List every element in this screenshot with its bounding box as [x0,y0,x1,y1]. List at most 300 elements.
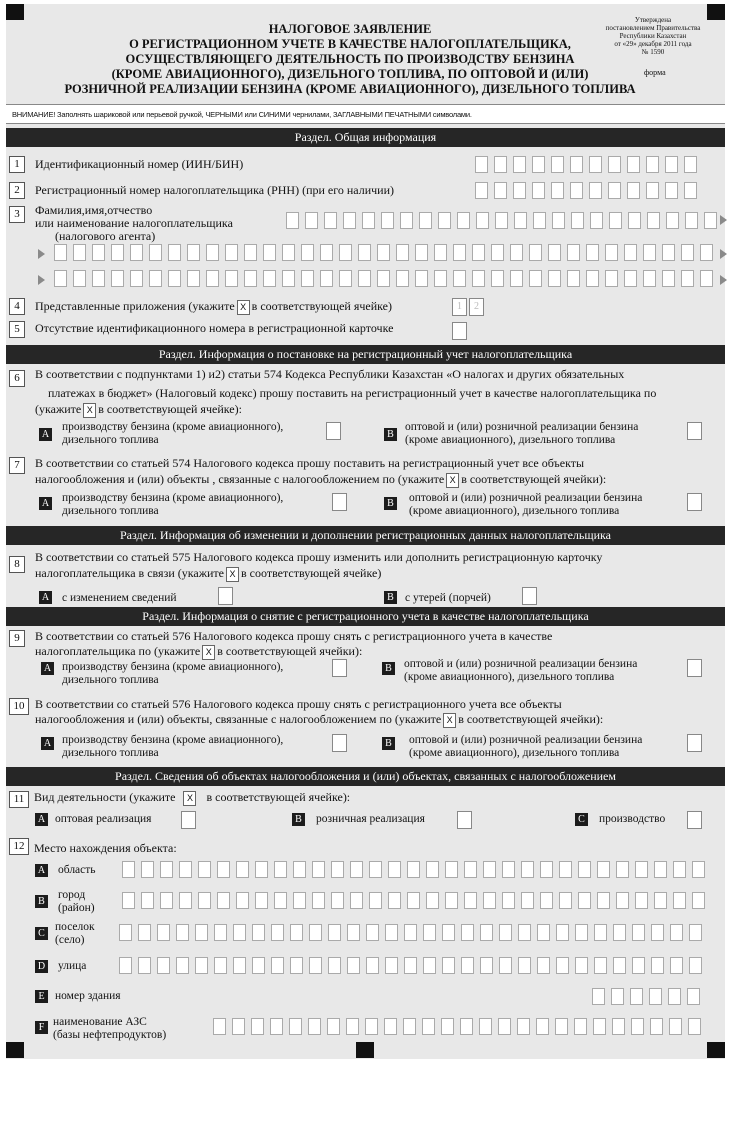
item7-production-checkbox[interactable] [332,493,347,511]
option-production-activity: производство [599,813,666,825]
character-cell[interactable] [111,270,124,287]
character-cell[interactable] [574,1018,587,1035]
item8-text-part: в соответствующей ячейке) [241,566,382,580]
character-cell[interactable] [157,924,170,941]
character-cell[interactable] [232,1018,245,1035]
character-cell[interactable] [366,924,379,941]
character-cell[interactable] [271,924,284,941]
character-cell[interactable] [495,212,508,229]
character-cell[interactable] [138,957,151,974]
character-cell[interactable] [537,924,550,941]
character-cell[interactable] [73,244,86,261]
character-cell[interactable] [559,892,572,909]
character-cell[interactable] [630,988,643,1005]
character-cell[interactable] [255,892,268,909]
character-cell[interactable] [589,156,602,173]
character-cell[interactable] [404,957,417,974]
character-cell[interactable] [274,861,287,878]
wholesale-checkbox[interactable] [181,811,196,829]
character-cell[interactable] [491,270,504,287]
character-cell[interactable] [445,892,458,909]
character-cell[interactable] [426,861,439,878]
character-cell[interactable] [540,892,553,909]
character-cell[interactable] [217,861,230,878]
item6-sale-checkbox[interactable] [687,422,702,440]
character-cell[interactable] [649,988,662,1005]
character-cell[interactable] [609,212,622,229]
character-cell[interactable] [461,924,474,941]
character-cell[interactable] [548,270,561,287]
character-cell[interactable] [480,957,493,974]
character-cell[interactable] [681,270,694,287]
character-cell[interactable] [464,861,477,878]
character-cell[interactable] [689,924,702,941]
character-cell[interactable] [282,270,295,287]
character-cell[interactable] [453,270,466,287]
character-cell[interactable] [559,861,572,878]
character-cell[interactable] [141,861,154,878]
character-cell[interactable] [213,1018,226,1035]
character-cell[interactable] [499,924,512,941]
character-cell[interactable] [358,244,371,261]
character-cell[interactable] [662,244,675,261]
character-cell[interactable] [499,957,512,974]
character-cell[interactable] [684,156,697,173]
item9-sale-checkbox[interactable] [687,659,702,677]
character-cell[interactable] [685,212,698,229]
character-cell[interactable] [168,270,181,287]
character-cell[interactable] [423,924,436,941]
character-cell[interactable] [233,957,246,974]
character-cell[interactable] [612,1018,625,1035]
character-cell[interactable] [385,924,398,941]
character-cell[interactable] [670,957,683,974]
character-cell[interactable] [290,957,303,974]
character-cell[interactable] [700,244,713,261]
character-cell[interactable] [271,957,284,974]
character-cell[interactable] [494,182,507,199]
character-cell[interactable] [346,1018,359,1035]
character-cell[interactable] [445,861,458,878]
character-cell[interactable] [673,892,686,909]
character-cell[interactable] [149,270,162,287]
character-cell[interactable] [400,212,413,229]
character-cell[interactable] [92,244,105,261]
character-cell[interactable] [646,182,659,199]
character-cell[interactable] [627,182,640,199]
character-cell[interactable] [665,156,678,173]
character-cell[interactable] [502,892,515,909]
character-cell[interactable] [578,861,591,878]
character-cell[interactable] [54,270,67,287]
item8-loss-checkbox[interactable] [522,587,537,605]
character-cell[interactable] [415,244,428,261]
character-cell[interactable] [491,244,504,261]
character-cell[interactable] [647,212,660,229]
character-cell[interactable] [176,957,189,974]
character-cell[interactable] [206,244,219,261]
character-cell[interactable] [236,861,249,878]
character-cell[interactable] [320,244,333,261]
character-cell[interactable] [651,957,664,974]
character-cell[interactable] [441,1018,454,1035]
character-cell[interactable] [555,1018,568,1035]
character-cell[interactable] [426,892,439,909]
character-cell[interactable] [631,1018,644,1035]
character-cell[interactable] [327,1018,340,1035]
character-cell[interactable] [350,892,363,909]
character-cell[interactable] [365,1018,378,1035]
character-cell[interactable] [575,924,588,941]
character-cell[interactable] [138,924,151,941]
character-cell[interactable] [483,861,496,878]
character-cell[interactable] [320,270,333,287]
character-cell[interactable] [654,861,667,878]
item10-production-checkbox[interactable] [332,734,347,752]
character-cell[interactable] [475,156,488,173]
character-cell[interactable] [571,212,584,229]
character-cell[interactable] [195,957,208,974]
character-cell[interactable] [366,957,379,974]
character-cell[interactable] [464,892,477,909]
character-cell[interactable] [403,1018,416,1035]
character-cell[interactable] [646,156,659,173]
character-cell[interactable] [331,861,344,878]
character-cell[interactable] [608,156,621,173]
option-text: производству бензина (кроме авиационного), [62,661,284,673]
character-cell[interactable] [187,244,200,261]
character-cell[interactable] [521,861,534,878]
character-cell[interactable] [187,270,200,287]
character-cell[interactable] [532,156,545,173]
character-cell[interactable] [141,892,154,909]
character-cell[interactable] [532,182,545,199]
appendix-2-checkbox[interactable]: 2 [469,298,484,316]
character-cell[interactable] [461,957,474,974]
character-cell[interactable] [385,957,398,974]
character-cell[interactable] [608,182,621,199]
character-cell[interactable] [513,182,526,199]
village-label [55,921,95,947]
character-cell[interactable] [54,244,67,261]
character-cell[interactable] [518,957,531,974]
character-cell[interactable] [635,861,648,878]
character-cell[interactable] [293,861,306,878]
character-cell[interactable] [286,212,299,229]
character-cell[interactable] [597,892,610,909]
character-cell[interactable] [643,244,656,261]
character-cell[interactable] [494,156,507,173]
character-cell[interactable] [309,957,322,974]
character-cell[interactable] [668,988,681,1005]
character-cell[interactable] [635,892,648,909]
character-cell[interactable] [517,1018,530,1035]
appendix-label [35,299,392,315]
approval-line: от «29» декабря 2011 года [614,40,692,48]
character-cell[interactable] [396,244,409,261]
character-cell[interactable] [594,957,607,974]
character-cell[interactable] [586,244,599,261]
item6-production-checkbox[interactable] [326,422,341,440]
character-cell[interactable] [168,244,181,261]
character-cell[interactable] [347,924,360,941]
character-cell[interactable] [282,244,295,261]
character-cell[interactable] [442,924,455,941]
character-cell[interactable] [206,270,219,287]
character-cell[interactable] [407,892,420,909]
character-cell[interactable] [214,924,227,941]
character-cell[interactable] [502,861,515,878]
character-cell[interactable] [593,1018,606,1035]
character-cell[interactable] [498,1018,511,1035]
character-cell[interactable] [404,924,417,941]
character-cell[interactable] [483,892,496,909]
character-cell[interactable] [578,892,591,909]
character-cell[interactable] [613,924,626,941]
character-cell[interactable] [472,270,485,287]
character-cell[interactable] [289,1018,302,1035]
character-cell[interactable] [670,924,683,941]
character-cell[interactable] [369,861,382,878]
character-cell[interactable] [552,212,565,229]
character-cell[interactable] [160,861,173,878]
character-cell[interactable] [244,244,257,261]
production-checkbox[interactable] [687,811,702,829]
character-cell[interactable] [388,861,401,878]
character-cell[interactable] [673,861,686,878]
character-cell[interactable] [309,924,322,941]
character-cell[interactable] [176,924,189,941]
character-cell[interactable] [592,988,605,1005]
character-cell[interactable] [681,244,694,261]
character-cell[interactable] [479,1018,492,1035]
character-cell[interactable] [692,892,705,909]
character-cell[interactable] [263,270,276,287]
character-cell[interactable] [692,861,705,878]
character-cell[interactable] [160,892,173,909]
character-cell[interactable] [301,244,314,261]
character-cell[interactable] [650,1018,663,1035]
character-cell[interactable] [570,156,583,173]
character-cell[interactable] [510,244,523,261]
character-cell[interactable] [556,924,569,941]
character-cell[interactable] [343,212,356,229]
character-cell[interactable] [111,244,124,261]
character-cell[interactable] [611,988,624,1005]
character-cell[interactable] [628,212,641,229]
item10-sale-checkbox[interactable] [687,734,702,752]
character-cell[interactable] [92,270,105,287]
character-cell[interactable] [328,957,341,974]
option-letter: В [384,591,397,604]
character-cell[interactable] [624,270,637,287]
character-cell[interactable] [225,270,238,287]
character-cell[interactable] [434,270,447,287]
character-cell[interactable] [195,924,208,941]
character-cell[interactable] [605,270,618,287]
character-cell[interactable] [442,957,455,974]
character-cell[interactable] [688,1018,701,1035]
character-cell[interactable] [122,892,135,909]
character-cell[interactable] [214,957,227,974]
character-cell[interactable] [179,892,192,909]
item8-change-checkbox[interactable] [218,587,233,605]
character-cell[interactable] [339,270,352,287]
character-cell[interactable] [119,957,132,974]
character-cell[interactable] [73,270,86,287]
character-cell[interactable] [567,270,580,287]
character-cell[interactable] [536,1018,549,1035]
character-cell[interactable] [684,182,697,199]
character-cell[interactable] [157,957,170,974]
character-cell[interactable] [301,270,314,287]
character-cell[interactable] [605,244,618,261]
character-cell[interactable] [632,924,645,941]
character-cell[interactable] [347,957,360,974]
appendix-1-checkbox[interactable]: 1 [452,298,467,316]
character-cell[interactable] [198,892,211,909]
character-cell[interactable] [290,924,303,941]
character-cell[interactable] [149,244,162,261]
character-cell[interactable] [575,957,588,974]
character-cell[interactable] [377,244,390,261]
character-cell[interactable] [252,924,265,941]
character-cell[interactable] [419,212,432,229]
character-cell[interactable] [632,957,645,974]
character-cell[interactable] [244,270,257,287]
character-cell[interactable] [704,212,717,229]
character-cell[interactable] [453,244,466,261]
character-cell[interactable] [548,244,561,261]
character-cell[interactable] [616,892,629,909]
item9-text [35,644,362,660]
character-cell[interactable] [324,212,337,229]
character-cell[interactable] [597,861,610,878]
character-cell[interactable] [529,270,542,287]
character-cell[interactable] [514,212,527,229]
character-cell[interactable] [513,156,526,173]
character-cell[interactable] [358,270,371,287]
character-cell[interactable] [475,182,488,199]
character-cell[interactable] [381,212,394,229]
character-cell[interactable] [362,212,375,229]
character-cell[interactable] [233,924,246,941]
character-cell[interactable] [328,924,341,941]
character-cell[interactable] [423,957,436,974]
character-cell[interactable] [339,244,352,261]
character-cell[interactable] [510,270,523,287]
character-cell[interactable] [263,244,276,261]
character-cell[interactable] [654,892,667,909]
character-cell[interactable] [179,861,192,878]
character-cell[interactable] [551,156,564,173]
character-cell[interactable] [472,244,485,261]
character-cell[interactable] [613,957,626,974]
character-cell[interactable] [236,892,249,909]
character-cell[interactable] [122,861,135,878]
character-cell[interactable] [308,1018,321,1035]
character-cell[interactable] [669,1018,682,1035]
character-cell[interactable] [422,1018,435,1035]
character-cell[interactable] [570,182,583,199]
character-cell[interactable] [130,270,143,287]
character-cell[interactable] [651,924,664,941]
character-cell[interactable] [529,244,542,261]
character-cell[interactable] [662,270,675,287]
character-cell[interactable] [537,957,550,974]
character-cell[interactable] [590,212,603,229]
character-cell[interactable] [331,892,344,909]
item7-sale-checkbox[interactable] [687,493,702,511]
character-cell[interactable] [594,924,607,941]
character-cell[interactable] [518,924,531,941]
character-cell[interactable] [252,957,265,974]
character-cell[interactable] [255,861,268,878]
character-cell[interactable] [312,861,325,878]
no-id-checkbox[interactable] [452,322,467,340]
character-cell[interactable] [665,182,678,199]
item9-production-checkbox[interactable] [332,659,347,677]
character-cell[interactable] [643,270,656,287]
character-cell[interactable] [624,244,637,261]
character-cell[interactable] [251,1018,264,1035]
character-cell[interactable] [312,892,325,909]
character-cell[interactable] [666,212,679,229]
character-cell[interactable] [198,861,211,878]
character-cell[interactable] [700,270,713,287]
character-cell[interactable] [350,861,363,878]
character-cell[interactable] [384,1018,397,1035]
character-cell[interactable] [270,1018,283,1035]
character-cell[interactable] [434,244,447,261]
character-cell[interactable] [225,244,238,261]
character-cell[interactable] [130,244,143,261]
character-cell[interactable] [533,212,546,229]
character-cell[interactable] [586,270,599,287]
character-cell[interactable] [689,957,702,974]
character-cell[interactable] [415,270,428,287]
character-cell[interactable] [567,244,580,261]
character-cell[interactable] [687,988,700,1005]
character-cell[interactable] [476,212,489,229]
character-cell[interactable] [551,182,564,199]
character-cell[interactable] [305,212,318,229]
character-cell[interactable] [438,212,451,229]
item9-text: В соответствии со статьей 576 Налогового кодекса прошу снять с регистрационного учета в качестве [35,629,553,643]
character-cell[interactable] [119,924,132,941]
character-cell[interactable] [616,861,629,878]
character-cell[interactable] [540,861,553,878]
character-cell[interactable] [627,156,640,173]
character-cell[interactable] [388,892,401,909]
character-cell[interactable] [217,892,230,909]
character-cell[interactable] [293,892,306,909]
item10-text: В соответствии со статьей 576 Налогового кодекса прошу снять с регистрационного учета все объекты [35,697,562,711]
character-cell[interactable] [521,892,534,909]
character-cell[interactable] [556,957,569,974]
character-cell[interactable] [589,182,602,199]
character-cell[interactable] [396,270,409,287]
character-cell[interactable] [369,892,382,909]
approval-line: Утверждена [634,16,672,24]
character-cell[interactable] [407,861,420,878]
character-cell[interactable] [480,924,493,941]
character-cell[interactable] [460,1018,473,1035]
character-cell[interactable] [457,212,470,229]
character-cell[interactable] [274,892,287,909]
retail-checkbox[interactable] [457,811,472,829]
character-cell[interactable] [377,270,390,287]
